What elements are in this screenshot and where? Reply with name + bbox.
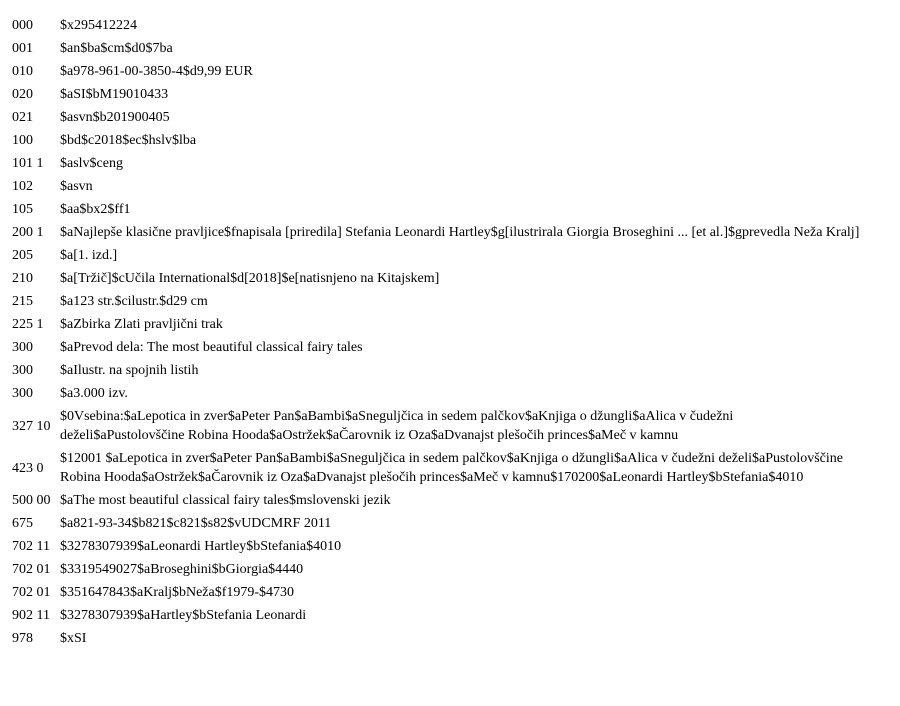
record-row: [12, 152, 860, 175]
field-value: $351647843$aKralj$bNeža$f1979-$4730: [60, 585, 295, 600]
field-value: $12001 $aLepotica in zver$aPeter Pan$aBambi$aSneguljčica in sedem palčkov$aKnjiga o džungli$aAlica v čudežni deželi$aPustolovščine Robina Hooda$aOstržek$aČarovnik iz Oza$aDvanajst plešočih princes$aMeč v kamnu$170200$aLeonardi Hartley$bStefania$4010: [60, 451, 843, 485]
record-row: [12, 512, 860, 535]
record-row: [12, 558, 860, 581]
field-tag: 200 1: [12, 225, 44, 240]
field-tag: 702 11: [12, 539, 50, 554]
field-value: $aNajlepše klasične pravljice$fnapisala [priredila] Stefania Leonardi Hartley$g[ilustrirala Giorgia Broseghini ... [et al.]$gprevedla Neža Kralj]: [60, 225, 860, 240]
field-tag: 300: [12, 386, 33, 401]
field-value: $a821-93-34$b821$c821$s82$vUDCMRF 2011: [60, 516, 332, 531]
record-row: [12, 382, 860, 405]
record-row: [12, 290, 860, 313]
field-value: $a3.000 izv.: [60, 386, 128, 401]
record-row: [12, 535, 860, 558]
field-tag: 021: [12, 110, 33, 125]
marc-record-table: [12, 14, 860, 650]
record-row: [12, 627, 860, 650]
field-tag: 100: [12, 133, 33, 148]
field-tag: 675: [12, 516, 33, 531]
record-row: [12, 447, 860, 489]
record-row: [12, 313, 860, 336]
field-value: $a[Tržič]$cUčila International$d[2018]$e[natisnjeno na Kitajskem]: [60, 271, 440, 286]
field-value: $a123 str.$cilustr.$d29 cm: [60, 294, 208, 309]
field-value: $bd$c2018$ec$hslv$lba: [60, 133, 197, 148]
record-row: [12, 244, 860, 267]
field-tag: 215: [12, 294, 33, 309]
field-value: $asvn: [60, 179, 93, 194]
field-tag: 001: [12, 41, 33, 56]
record-row: [12, 581, 860, 604]
record-row: [12, 106, 860, 129]
field-value: $aslv$ceng: [60, 156, 123, 171]
field-tag: 010: [12, 64, 33, 79]
field-tag: 978: [12, 631, 33, 646]
field-tag: 327 10: [12, 418, 51, 434]
record-row: [12, 83, 860, 106]
record-row: [12, 14, 860, 37]
field-tag: 423 0: [12, 460, 44, 476]
field-value: $0Vsebina:$aLepotica in zver$aPeter Pan$aBambi$aSneguljčica in sedem palčkov$aKnjiga o džungli$aAlica v čudežni deželi$aPustolovščine Robina Hooda$aOstržek$aČarovnik iz Oza$aDvanajst plešočih princes$aMeč v kamnu: [60, 409, 734, 443]
record-row: [12, 198, 860, 221]
field-value: $xSI: [60, 631, 87, 646]
field-value: $x295412224: [60, 18, 137, 33]
record-row: [12, 489, 860, 512]
field-tag: 702 01: [12, 562, 51, 577]
record-row: [12, 604, 860, 627]
field-tag: 102: [12, 179, 33, 194]
field-tag: 105: [12, 202, 33, 217]
field-tag: 020: [12, 87, 33, 102]
field-value: $aIlustr. na spojnih listih: [60, 363, 199, 378]
field-tag: 101 1: [12, 156, 44, 171]
field-value: $a978-961-00-3850-4$d9,99 EUR: [60, 64, 253, 79]
field-value: $aZbirka Zlati pravljični trak: [60, 317, 223, 332]
field-tag: 205: [12, 248, 33, 263]
field-tag: 210: [12, 271, 33, 286]
record-row: [12, 37, 860, 60]
field-tag: 000: [12, 18, 33, 33]
field-tag: 300: [12, 363, 33, 378]
record-row: [12, 359, 860, 382]
field-value: $3278307939$aHartley$bStefania Leonardi: [60, 608, 307, 623]
record-row: [12, 267, 860, 290]
field-tag: 225 1: [12, 317, 44, 332]
field-value: $a[1. izd.]: [60, 248, 118, 263]
field-value: $an$ba$cm$d0$7ba: [60, 41, 173, 56]
field-tag: 300: [12, 340, 33, 355]
field-value: $asvn$b201900405: [60, 110, 170, 125]
field-value: $aa$bx2$ff1: [60, 202, 131, 217]
field-value: $3278307939$aLeonardi Hartley$bStefania$4010: [60, 539, 342, 554]
record-row: [12, 175, 860, 198]
record-row: [12, 129, 860, 152]
field-value: $aPrevod dela: The most beautiful classical fairy tales: [60, 340, 363, 355]
record-row: [12, 60, 860, 83]
field-tag: 702 01: [12, 585, 51, 600]
record-row: [12, 405, 860, 447]
field-tag: 902 11: [12, 608, 50, 623]
field-value: $aThe most beautiful classical fairy tales$mslovenski jezik: [60, 493, 391, 508]
record-row: [12, 221, 860, 244]
marc-record-body: [12, 14, 860, 650]
field-tag: 500 00: [12, 493, 51, 508]
field-value: $3319549027$aBroseghini$bGiorgia$4440: [60, 562, 304, 577]
record-row: [12, 336, 860, 359]
field-value: $aSI$bM19010433: [60, 87, 169, 102]
